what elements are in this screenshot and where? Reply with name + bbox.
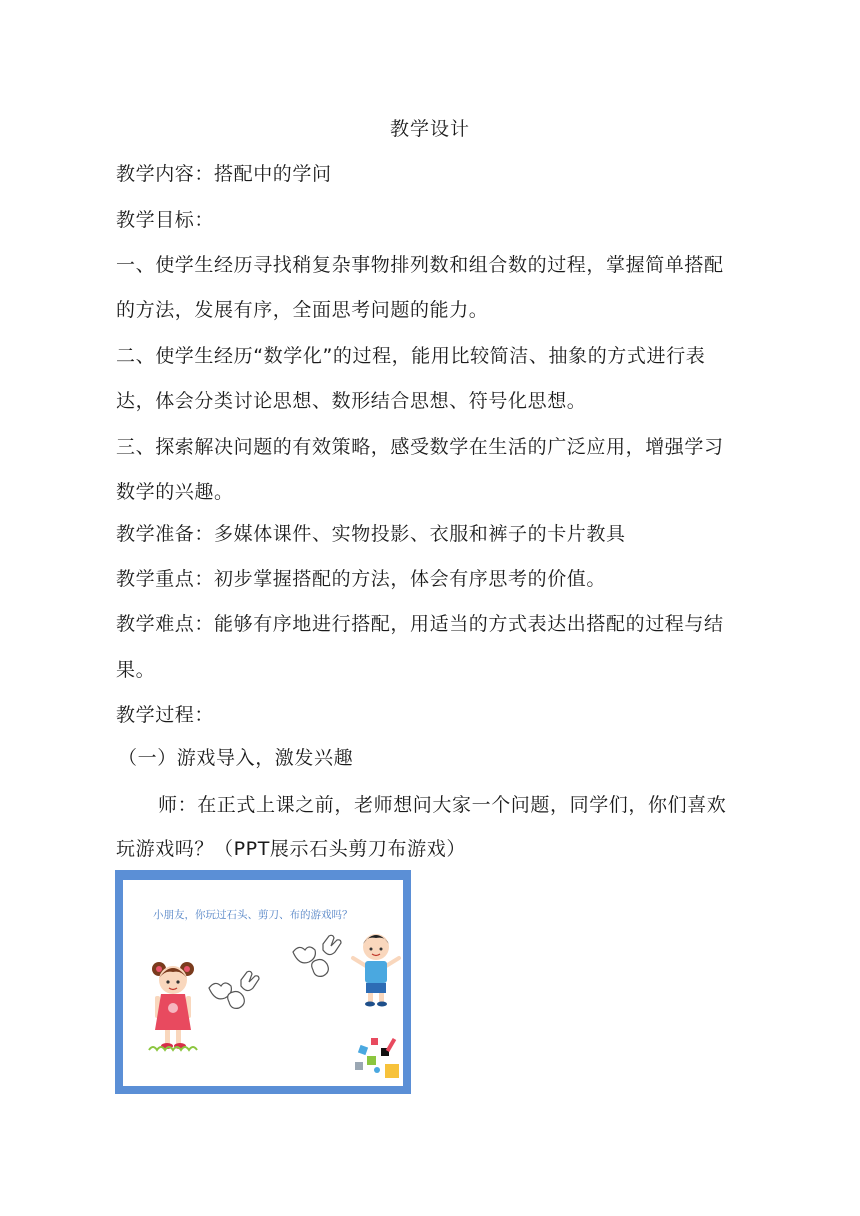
ppt-slide-image	[115, 870, 411, 1094]
teaching-content-line: 教学内容：搭配中的学问	[116, 163, 332, 185]
objective-3-line-2: 数学的兴趣。	[116, 481, 234, 503]
objectives-heading: 教学目标：	[116, 209, 215, 231]
stationery-decoration-icon	[355, 1038, 399, 1078]
rock-paper-scissors-hands-icon	[209, 971, 259, 1008]
section-1-heading: （一）游戏导入，激发兴趣	[118, 747, 354, 769]
boy-figure-icon	[353, 934, 399, 1007]
rock-paper-scissors-hands-icon	[293, 935, 341, 976]
slide-illustration	[123, 880, 403, 1086]
objective-2-line-1: 二、使学生经历“数学化”的过程，能用比较简洁、抽象的方式进行表	[116, 345, 706, 367]
objective-1-line-1: 一、使学生经历寻找稍复杂事物排列数和组合数的过程，掌握简单搭配	[116, 254, 724, 276]
slide-caption: 小朋友，你玩过石头、剪刀、布的游戏吗？	[153, 909, 353, 921]
difficulty-line-1: 教学难点：能够有序地进行搭配，用适当的方式表达出搭配的过程与结	[116, 613, 724, 635]
key-point-line: 教学重点：初步掌握搭配的方法，体会有序思考的价值。	[116, 568, 607, 590]
preparation-line: 教学准备：多媒体课件、实物投影、衣服和裤子的卡片教具	[116, 523, 626, 545]
document-title: 教学设计	[389, 118, 470, 140]
objective-2-line-2: 达，体会分类讨论思想、数形结合思想、符号化思想。	[116, 390, 587, 412]
objective-3-line-1: 三、探索解决问题的有效策略，感受数学在生活的广泛应用，增强学习	[116, 436, 724, 458]
teacher-line-2: 玩游戏吗？（PPT展示石头剪刀布游戏）	[116, 838, 466, 860]
difficulty-line-2: 果。	[116, 659, 156, 681]
objective-1-line-2: 的方法，发展有序，全面思考问题的能力。	[116, 299, 489, 321]
girl-figure-icon	[149, 962, 197, 1050]
process-heading: 教学过程：	[116, 704, 215, 726]
slide-canvas	[123, 880, 403, 1086]
teacher-line-1: 师：在正式上课之前，老师想问大家一个问题，同学们，你们喜欢	[158, 794, 727, 816]
